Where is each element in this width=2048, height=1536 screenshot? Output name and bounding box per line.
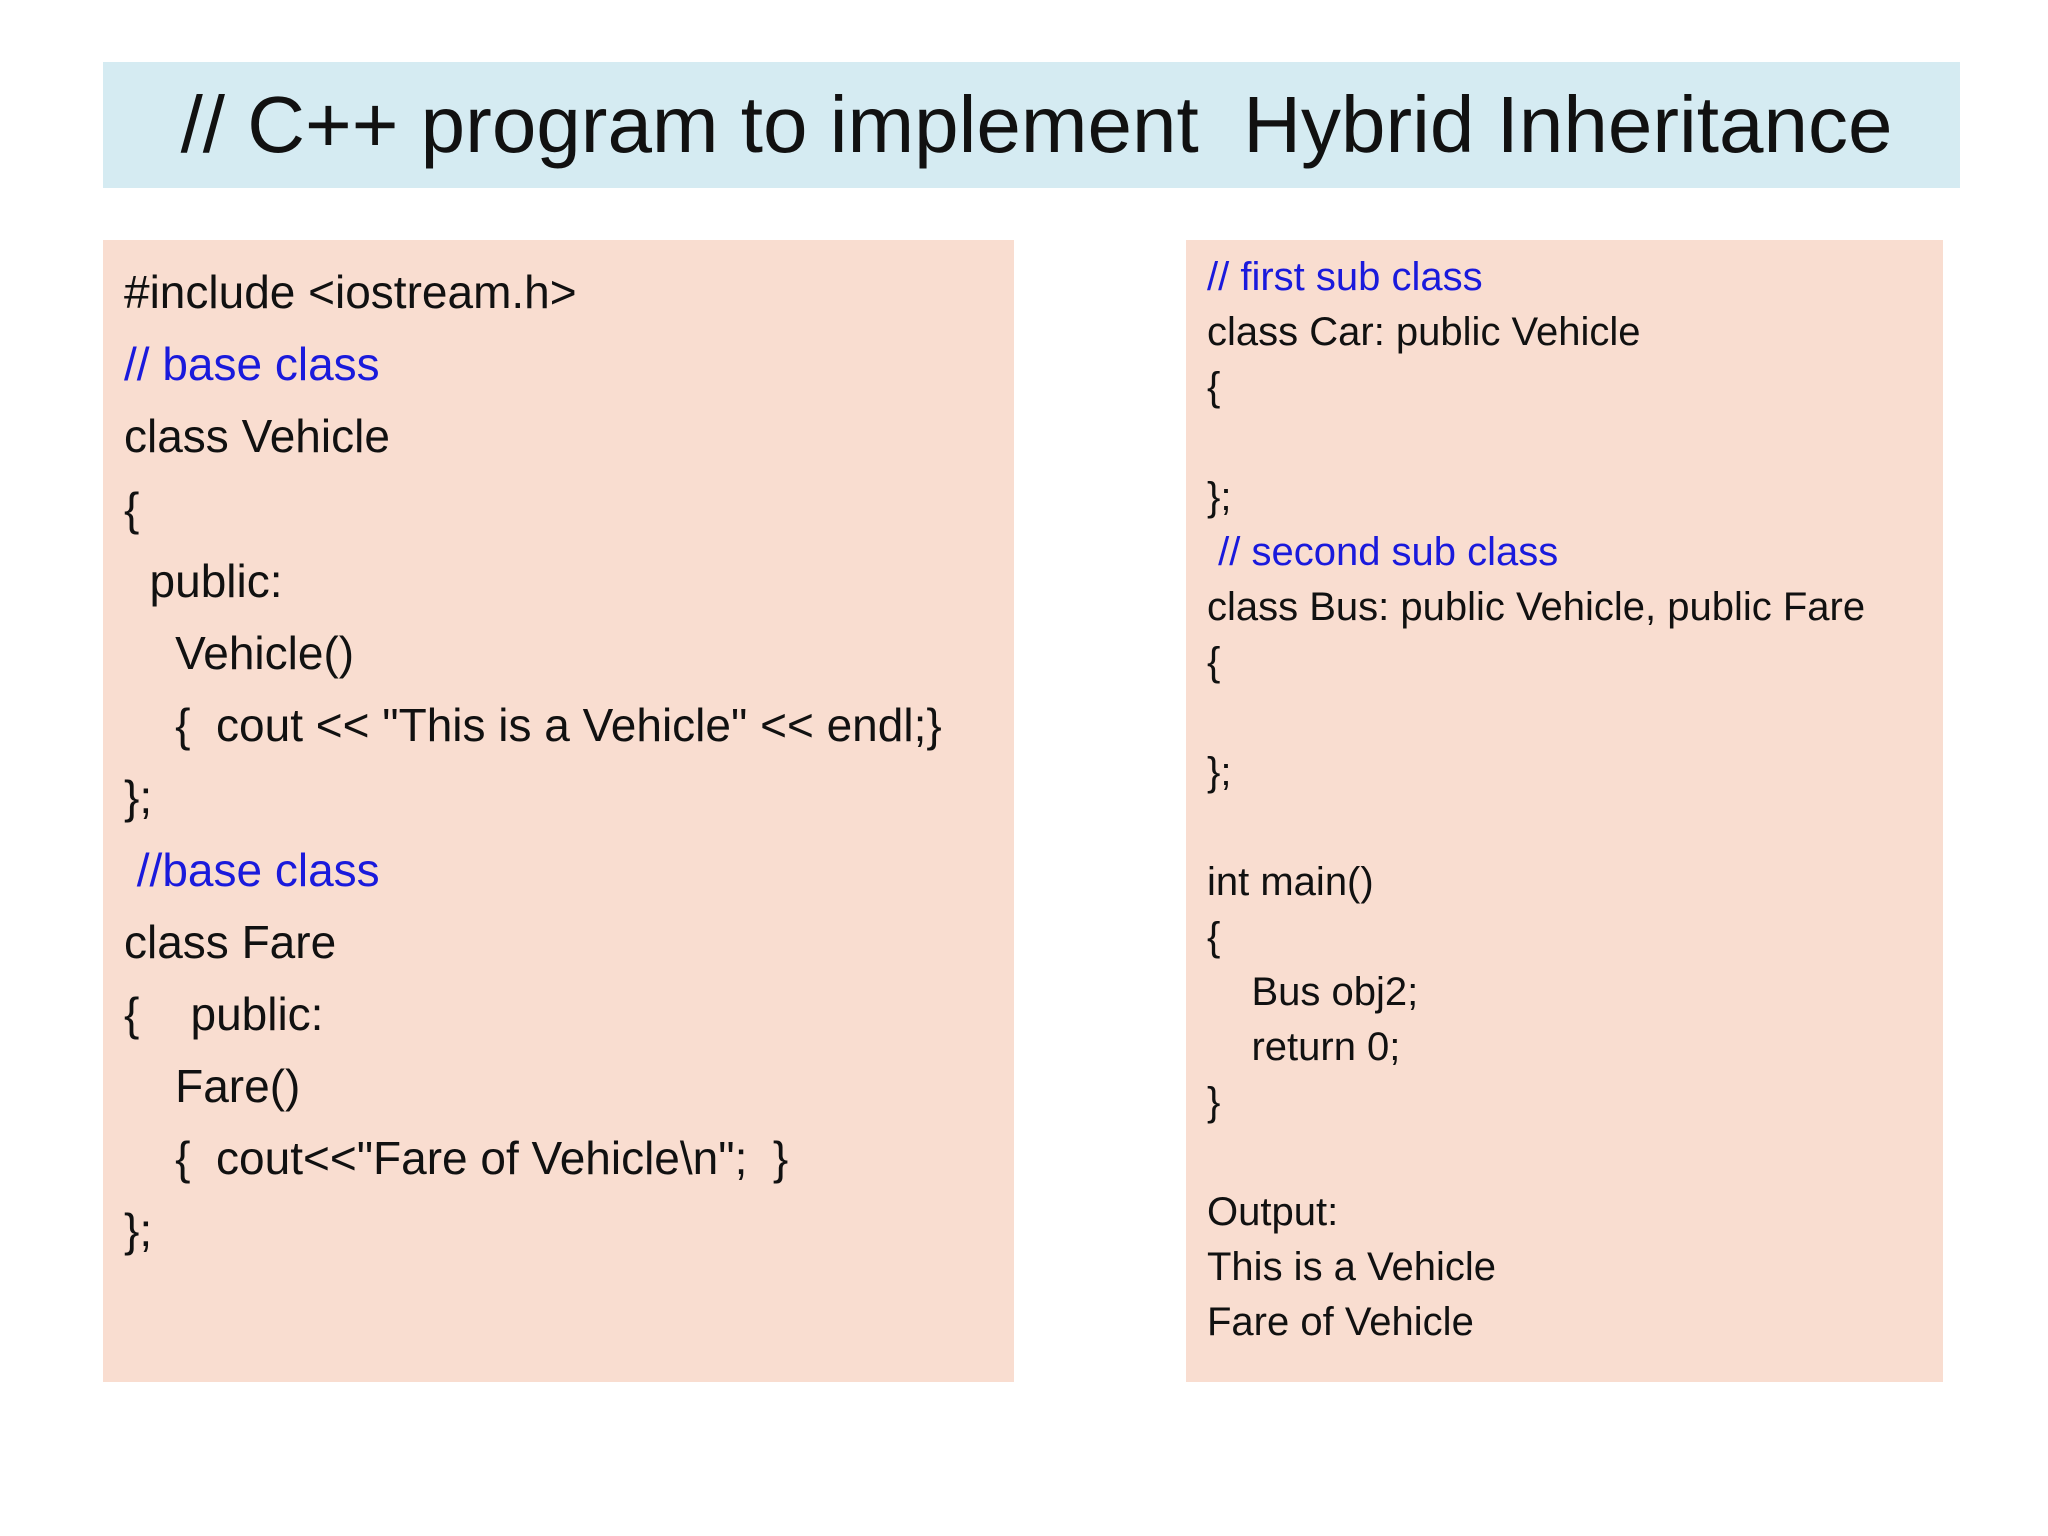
code-panel-left xyxy=(103,240,1014,1382)
code-comment-line: // first sub class xyxy=(1207,255,1483,299)
code-line: { xyxy=(1207,640,1221,684)
code-line: return 0; xyxy=(1207,1025,1401,1069)
code-line: { cout << "This is a Vehicle" << endl;} xyxy=(124,699,942,752)
code-line: Fare of Vehicle xyxy=(1207,1300,1474,1344)
code-line: { xyxy=(1207,915,1221,959)
code-line: class Fare xyxy=(124,915,337,968)
code-line xyxy=(1207,690,1943,745)
title-bar xyxy=(103,62,1960,188)
code-line: #include <iostream.h> xyxy=(124,266,577,318)
code-comment-line: // second sub class xyxy=(1207,530,1559,574)
code-line: }; xyxy=(124,771,153,824)
code-line: Fare() xyxy=(124,1060,301,1113)
code-comment-line: //base class xyxy=(124,843,380,896)
code-line: } xyxy=(1207,1080,1221,1124)
code-line: }; xyxy=(1207,475,1232,519)
code-line: class Bus: public Vehicle, public Fare xyxy=(1207,585,1866,629)
code-line xyxy=(1207,1130,1943,1185)
code-line: { xyxy=(124,482,140,535)
code-line: This is a Vehicle xyxy=(1207,1245,1497,1289)
code-line: Bus obj2; xyxy=(1207,970,1419,1014)
code-comment-line: // base class xyxy=(124,338,380,391)
code-line xyxy=(1207,800,1943,855)
code-line: Vehicle() xyxy=(124,626,355,679)
code-line: class Car: public Vehicle xyxy=(1207,310,1641,354)
code-line: class Vehicle xyxy=(124,410,390,463)
code-line: int main() xyxy=(1207,860,1374,904)
slide-title: // C++ program to implement Hybrid Inheritance xyxy=(180,80,1893,169)
code-line: { cout<<"Fare of Vehicle\n"; } xyxy=(124,1132,789,1185)
code-line: { public: xyxy=(124,987,324,1040)
code-line: { xyxy=(1207,365,1221,409)
code-panel-right xyxy=(1186,240,1943,1382)
code-line: }; xyxy=(1207,750,1232,794)
code-line: }; xyxy=(124,1204,153,1257)
code-line: Output: xyxy=(1207,1190,1339,1234)
code-line: public: xyxy=(124,554,283,607)
code-line xyxy=(1207,415,1943,470)
